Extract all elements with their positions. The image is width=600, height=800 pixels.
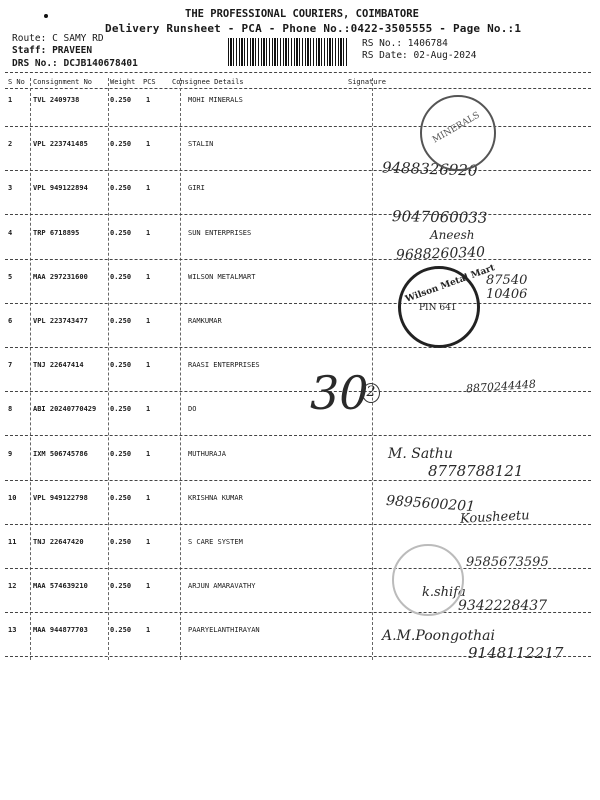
col-consignee: Consignee Details — [172, 78, 244, 86]
handwritten-phone: 87540 10406 — [486, 273, 528, 302]
rs-no-line — [362, 38, 448, 49]
row-consignee: KRISHNA KUMAR — [188, 493, 243, 502]
handwritten-phone: 9585673595 — [466, 555, 549, 570]
row-sno: 6 — [8, 317, 13, 325]
row-rule — [5, 435, 591, 436]
row-pcs: 1 — [146, 405, 151, 414]
company-stamp — [398, 263, 497, 348]
row-consignee: S CARE SYSTEM — [188, 538, 243, 546]
header-top-rule — [5, 72, 591, 73]
rs-date-label: RS Date: — [362, 50, 408, 61]
handwritten-count: 30 — [310, 366, 369, 420]
row-sno: 3 — [8, 184, 13, 193]
handwritten-name: Kousheetu — [459, 508, 530, 527]
row-consignee: DO — [188, 405, 197, 414]
row-pcs: 1 — [146, 272, 151, 281]
row-weight: 0.250 — [110, 626, 132, 635]
col-separator — [108, 78, 109, 660]
rs-date-value: 02-Aug-2024 — [413, 50, 477, 61]
row-consignee: MUTHURAJA — [188, 449, 226, 458]
row-consignee: GIRI — [188, 184, 205, 193]
staff-label: Staff: — [12, 45, 47, 56]
runsheet-subtitle: Delivery Runsheet - PCA - Phone No.:0422-3505555 - Page No.:1 — [105, 22, 522, 35]
row-pcs: 1 — [146, 317, 151, 325]
row-consignee: STALIN — [188, 140, 214, 149]
staff-value: PRAVEEN — [52, 45, 93, 56]
col-separator — [372, 78, 373, 660]
row-consignee: PAARYELANTHIRAYAN — [188, 626, 260, 635]
row-weight: 0.250 — [110, 449, 132, 458]
row-consignment: ABI 20240770429 — [33, 405, 97, 414]
row-weight: 0.250 — [110, 317, 132, 325]
row-weight: 0.250 — [110, 538, 132, 546]
handwritten-phone: 8870244448 — [465, 377, 537, 396]
staff-line — [12, 45, 92, 56]
row-rule — [5, 170, 591, 171]
row-weight: 0.250 — [110, 582, 132, 591]
col-separator — [30, 78, 31, 660]
rs-no-value: 1406784 — [407, 38, 448, 49]
handwritten-phone: 9488326920 — [381, 158, 478, 180]
row-consignment: MAA 574639210 — [33, 582, 88, 591]
row-sno: 10 — [8, 493, 17, 502]
row-pcs: 1 — [146, 493, 151, 502]
row-sno: 1 — [8, 96, 13, 104]
handwritten-circle-number: 2 — [362, 383, 380, 403]
stamp-text: MINERALS — [431, 110, 482, 146]
company-title: THE PROFESSIONAL COURIERS, COIMBATORE — [185, 8, 419, 20]
row-consignee: ARJUN AMARAVATHY — [188, 582, 256, 591]
drs-value: DCJB140678401 — [63, 58, 138, 69]
row-consignee: MOHI MINERALS — [188, 96, 243, 104]
row-consignment: MAA 297231600 — [33, 272, 88, 281]
row-consignment: MAA 944877703 — [33, 626, 88, 635]
row-rule — [5, 214, 591, 215]
handwritten-phone: 9895600201 — [385, 492, 476, 516]
handwritten-phone: 9047060033 — [391, 207, 488, 227]
rs-no-label: RS No.: — [362, 38, 403, 49]
stamp-text: PIN 641 — [419, 303, 457, 313]
col-sno: S No — [8, 78, 25, 86]
handwritten-phone: 9342228437 — [458, 598, 548, 614]
row-sno: 7 — [8, 361, 13, 370]
row-sno: 11 — [8, 538, 17, 546]
row-consignee: WILSON METALMART — [188, 272, 256, 281]
handwritten-name: k.shifa — [422, 585, 466, 600]
row-pcs: 1 — [146, 449, 151, 458]
row-consignee: RAASI ENTERPRISES — [188, 361, 260, 370]
row-weight: 0.250 — [110, 184, 132, 193]
row-sno: 12 — [8, 582, 17, 591]
row-pcs: 1 — [146, 184, 151, 193]
barcode — [228, 38, 348, 66]
handwritten-name: M. Sathu — [388, 446, 453, 462]
row-sno: 4 — [8, 228, 13, 237]
row-consignee: RAMKUMAR — [188, 317, 222, 325]
row-rule — [5, 126, 591, 127]
row-rule — [5, 259, 591, 260]
stamp-text: Wilson Metal Mart — [404, 263, 497, 305]
row-pcs: 1 — [146, 96, 151, 104]
col-consignment: Consignment No — [33, 78, 93, 86]
row-weight: 0.250 — [110, 96, 132, 104]
route-value: C SAMY RD — [52, 33, 104, 44]
row-rule — [5, 303, 591, 304]
route-label: Route: — [12, 33, 47, 44]
row-rule — [5, 347, 591, 348]
row-sno: 2 — [8, 140, 13, 149]
row-pcs: 1 — [146, 361, 151, 370]
col-weight: Weight — [110, 78, 136, 86]
rs-date-line — [362, 50, 476, 61]
row-pcs: 1 — [146, 538, 151, 546]
row-sno: 13 — [8, 626, 17, 635]
row-sno: 9 — [8, 449, 13, 458]
row-consignment: TVL 2409738 — [33, 96, 80, 104]
handwritten-name: Aneesh — [430, 228, 475, 242]
drs-label: DRS No.: — [12, 58, 58, 69]
row-sno: 8 — [8, 405, 13, 414]
row-weight: 0.250 — [110, 228, 132, 237]
row-consignment: VPL 223741485 — [33, 140, 88, 149]
handwritten-phone: 9148112217 — [468, 644, 564, 662]
row-consignee: SUN ENTERPRISES — [188, 228, 252, 237]
row-pcs: 1 — [146, 140, 151, 149]
row-consignment: IXM 506745786 — [33, 449, 88, 458]
row-weight: 0.250 — [110, 493, 132, 502]
row-consignment: VPL 223743477 — [33, 317, 88, 325]
handwritten-name: A.M.Poongothai — [382, 628, 495, 644]
col-separator — [180, 78, 181, 660]
row-consignment: TNJ 22647414 — [33, 361, 84, 370]
row-consignment: VPL 949122894 — [33, 184, 88, 193]
company-stamp — [420, 95, 496, 171]
col-signature: Signature — [348, 78, 386, 86]
route-line — [12, 33, 104, 44]
col-pcs: PCS — [143, 78, 156, 86]
row-weight: 0.250 — [110, 405, 132, 414]
corner-mark — [44, 14, 48, 18]
faded-stamp — [392, 544, 464, 616]
row-weight: 0.250 — [110, 272, 132, 281]
handwritten-phone: 9688260340 — [395, 244, 486, 264]
row-consignment: TNJ 22647420 — [33, 538, 84, 546]
row-sno: 5 — [8, 272, 13, 281]
row-consignment: VPL 949122798 — [33, 493, 88, 502]
header-bottom-rule — [5, 88, 591, 89]
row-pcs: 1 — [146, 582, 151, 591]
row-pcs: 1 — [146, 228, 151, 237]
row-weight: 0.250 — [110, 140, 132, 149]
row-weight: 0.250 — [110, 361, 132, 370]
row-pcs: 1 — [146, 626, 151, 635]
row-consignment: TRP 6718895 — [33, 228, 80, 237]
handwritten-phone: 8778788121 — [428, 462, 524, 480]
drs-line — [12, 58, 138, 69]
